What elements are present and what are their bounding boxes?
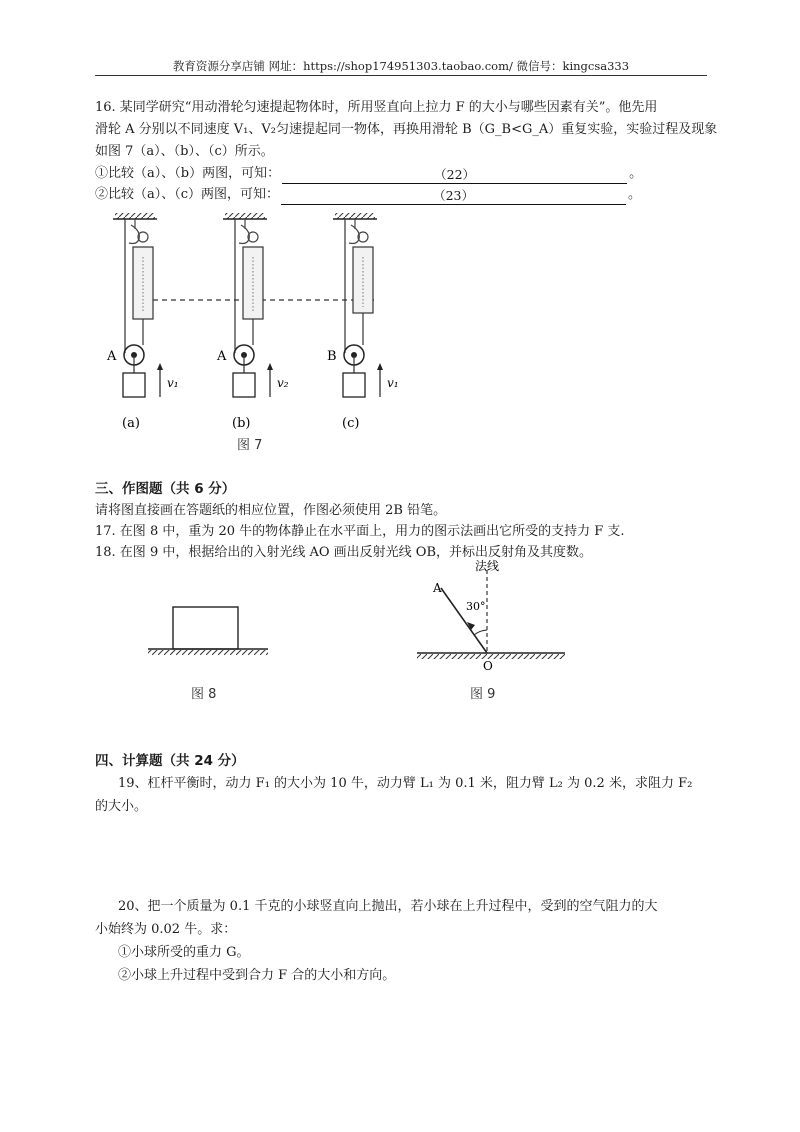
q19-line1: 19、杠杆平衡时，动力 F₁ 的大小为 10 牛，动力臂 L₁ 为 0.1 米，阻力臂 L₂ 为 0.2 米，求阻力 F₂ <box>118 776 693 791</box>
incident-ray <box>441 588 487 653</box>
resting-block <box>173 607 238 649</box>
normal-label: 法线 <box>475 559 500 573</box>
angle-arc <box>474 630 487 635</box>
q19-line2: 的大小。 <box>95 799 148 814</box>
q20-line2: 小始终为 0.02 牛。求： <box>95 922 237 937</box>
q17-text: 17. 在图 8 中，重为 20 牛的物体静止在水平面上，用力的图示法画出它所受的支持力 F 支. <box>95 524 625 539</box>
figure-7 <box>95 205 415 455</box>
q16-line3: 如图 7（a）、（b）、（c）所示。 <box>95 144 274 159</box>
q18-text: 18. 在图 9 中，根据给出的入射光线 AO 画出反射光线 OB，并标出反射角及其度数。 <box>95 545 592 560</box>
speed-label: v₁ <box>167 376 179 390</box>
q20-item1: ①小球所受的重力 G。 <box>118 945 250 960</box>
q16-item1-prefix: ①比较（a）、（b）两图，可知： <box>95 166 281 181</box>
figure-9-caption: 图 9 <box>470 687 496 702</box>
figure-8 <box>140 595 280 665</box>
hand-icon <box>239 219 249 244</box>
load-block <box>123 373 145 397</box>
load-block <box>233 373 255 397</box>
q16-line1: 16. 某同学研究“用动滑轮匀速提起物体时，所用竖直向上拉力 F 的大小与哪些因素有关”。他先用 <box>95 100 658 115</box>
fig7-panel-a <box>106 213 179 431</box>
fig7-panel-b <box>216 213 289 431</box>
q16-item1-suffix: 。 <box>629 166 643 181</box>
hand-icon <box>349 219 359 244</box>
page-header: 教育资源分享店铺 网址：https://shop174951303.taobao.com/ 微信号：kingcsa333 <box>172 59 630 73</box>
answer-blank-22-label: （22） <box>434 167 476 182</box>
panel-label: (b) <box>232 416 251 431</box>
panel-label: (a) <box>122 416 140 431</box>
q16-line2: 滑轮 A 分别以不同速度 V₁、V₂匀速提起同一物体，再换用滑轮 B（G_B<G_A）重复实验，实验过程及现象 <box>95 122 718 137</box>
answer-blank-23-label: （23） <box>433 188 474 203</box>
q20-item2: ②小球上升过程中受到合力 F 合的大小和方向。 <box>118 968 396 983</box>
angle-label: 30° <box>466 600 486 613</box>
point-a-label: A <box>433 581 442 595</box>
pulley-label: A <box>107 349 117 364</box>
q16-item2 <box>95 185 641 205</box>
section-4-heading: 四、计算题（共 24 分） <box>95 753 245 769</box>
figure-9 <box>415 558 575 673</box>
hand-icon <box>129 219 139 244</box>
header-divider <box>95 75 707 76</box>
q20-line1: 20、把一个质量为 0.1 千克的小球竖直向上抛出，若小球在上升过程中，受到的空气阻力的大 <box>118 899 658 914</box>
q16-item2-prefix: ②比较（a）、（c）两图，可知： <box>95 187 280 202</box>
fig7-panel-c <box>327 213 399 431</box>
answer-blank-23[interactable] <box>281 188 626 205</box>
panel-label: (c) <box>342 416 360 431</box>
speed-label: v₂ <box>277 376 289 390</box>
point-o-label: O <box>483 659 493 673</box>
q16-item2-suffix: 。 <box>628 187 642 202</box>
speed-label: v₁ <box>387 376 399 390</box>
load-block <box>343 373 365 397</box>
section-3-instruction: 请将图直接画在答题纸的相应位置，作图必须使用 2B 铅笔。 <box>95 503 447 518</box>
section-3-heading: 三、作图题（共 6 分） <box>95 481 236 497</box>
answer-blank-22[interactable] <box>282 167 627 184</box>
figure-8-caption: 图 8 <box>191 687 217 702</box>
pulley-label: B <box>327 349 337 364</box>
figure-7-caption: 图 7 <box>237 438 263 453</box>
pulley-label: A <box>217 349 227 364</box>
q16-item1 <box>95 164 642 184</box>
